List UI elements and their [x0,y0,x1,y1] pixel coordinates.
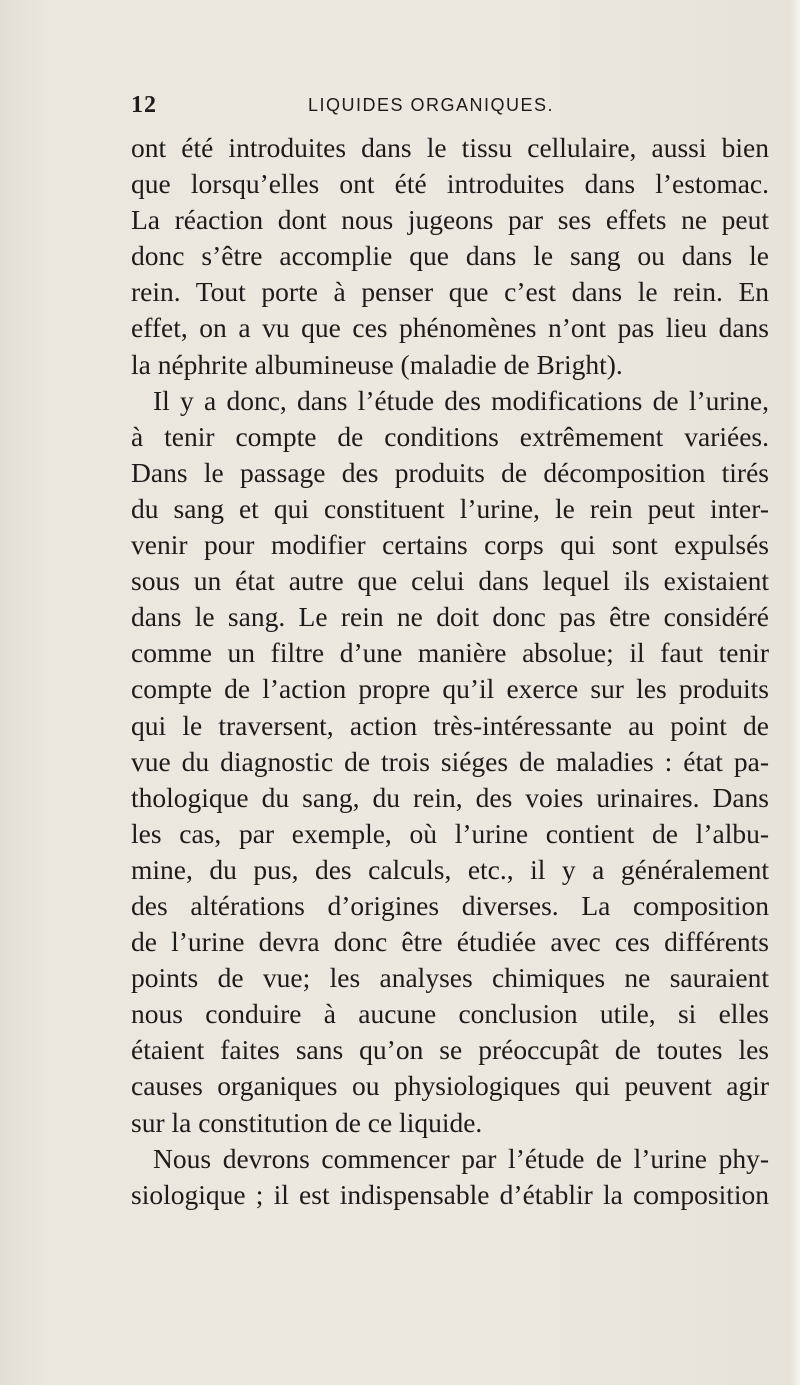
text-line: thologique du sang, du rein, des voies urinaires. Dans [131,781,769,813]
text-line: sous un état autre que celui dans lequel ils existaient [131,565,769,597]
text-line: que lorsqu’elles ont été introduites dans l’estomac. [131,168,769,200]
text-line: qui le traversent, action très-intéressante au point de [131,709,769,741]
text-line: effet, on a vu que ces phénomènes n’ont pas lieu dans [131,312,769,344]
text-line: Il y a donc, dans l’étude des modifications de l’urine, [153,384,769,416]
text-line: nous conduire à aucune conclusion utile, si elles [131,998,769,1030]
text-line: du sang et qui constituent l’urine, le rein peut inter- [131,492,769,524]
text-line: Nous devrons commencer par l’étude de l’urine phy- [153,1142,769,1174]
text-line: sur la constitution de ce liquide. [131,1106,483,1138]
text-line: de l’urine devra donc être étudiée avec ces différents [131,926,769,958]
text-line: compte de l’action propre qu’il exerce sur les produits [131,673,769,705]
page-number: 12 [131,92,157,118]
text-line: points de vue; les analyses chimiques ne sauraient [131,962,769,994]
text-line: La réaction dont nous jugeons par ses effets ne peut [131,204,769,236]
running-title: LIQUIDES ORGANIQUES. [308,95,555,115]
text-line: venir pour modifier certains corps qui sont expulsés [131,529,769,561]
body-text [131,130,769,1213]
text-line: à tenir compte de conditions extrêmement variées. [131,420,769,452]
text-line: vue du diagnostic de trois siéges de maladies : état pa- [131,745,769,777]
text-line: comme un filtre d’une manière absolue; il faut tenir [131,637,769,669]
page-edge [790,0,800,1385]
text-line: causes organiques ou physiologiques qui peuvent agir [131,1070,769,1102]
text-line: ont été introduites dans le tissu cellulaire, aussi bien [131,132,769,163]
text-line: la néphrite albumineuse (maladie de Bright). [131,348,623,380]
text-line: donc s’être accomplie que dans le sang ou dans le [131,240,769,272]
text-line: dans le sang. Le rein ne doit donc pas être considéré [131,601,769,633]
text-line: mine, du pus, des calculs, etc., il y a généralement [131,853,769,885]
text-line: rein. Tout porte à penser que c’est dans le rein. En [131,276,769,308]
text-line: les cas, par exemple, où l’urine contient de l’albu- [131,817,769,849]
text-line: siologique ; il est indispensable d’établir la composition [131,1178,769,1210]
page-header [122,92,772,122]
text-line: étaient faites sans qu’on se préoccupât de toutes les [131,1034,769,1066]
text-line: des altérations d’origines diverses. La composition [131,889,769,921]
text-line: Dans le passage des produits de décomposition tirés [131,456,769,488]
